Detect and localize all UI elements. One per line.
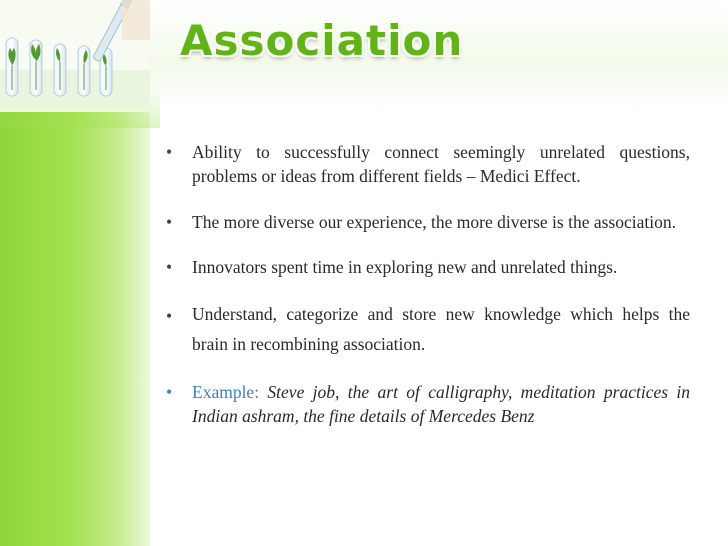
bullet-text: Ability to successfully connect seemingly unrelated questions, problems or ideas from different fields – Medici Effect. xyxy=(192,142,690,186)
example-text: Steve job, the art of calligraphy, meditation practices in Indian ashram, the fine details of Mercedes Benz xyxy=(192,382,725,426)
example-bullet xyxy=(160,380,725,428)
bullet-item xyxy=(160,210,690,234)
bullet-item xyxy=(160,140,690,188)
bullet-text: Understand, categorize and store new knowledge which helps the brain in recombining association. xyxy=(192,304,690,354)
bullet-list xyxy=(160,140,725,428)
bullet-item xyxy=(160,299,690,359)
bullet-text: The more diverse our experience, the more diverse is the association. xyxy=(192,212,676,232)
bullet-text: Innovators spent time in exploring new and unrelated things. xyxy=(192,257,618,277)
lab-plants-photo xyxy=(0,0,150,108)
bullet-dot: • xyxy=(166,306,173,326)
bullet-dot: • xyxy=(166,142,173,162)
example-label: Example: xyxy=(192,382,260,402)
bullet-dot: • xyxy=(166,212,173,232)
slide-title: Association xyxy=(180,16,464,65)
bullet-item xyxy=(160,255,690,279)
bullet-dot: • xyxy=(166,382,173,402)
bullet-dot: • xyxy=(166,257,173,277)
